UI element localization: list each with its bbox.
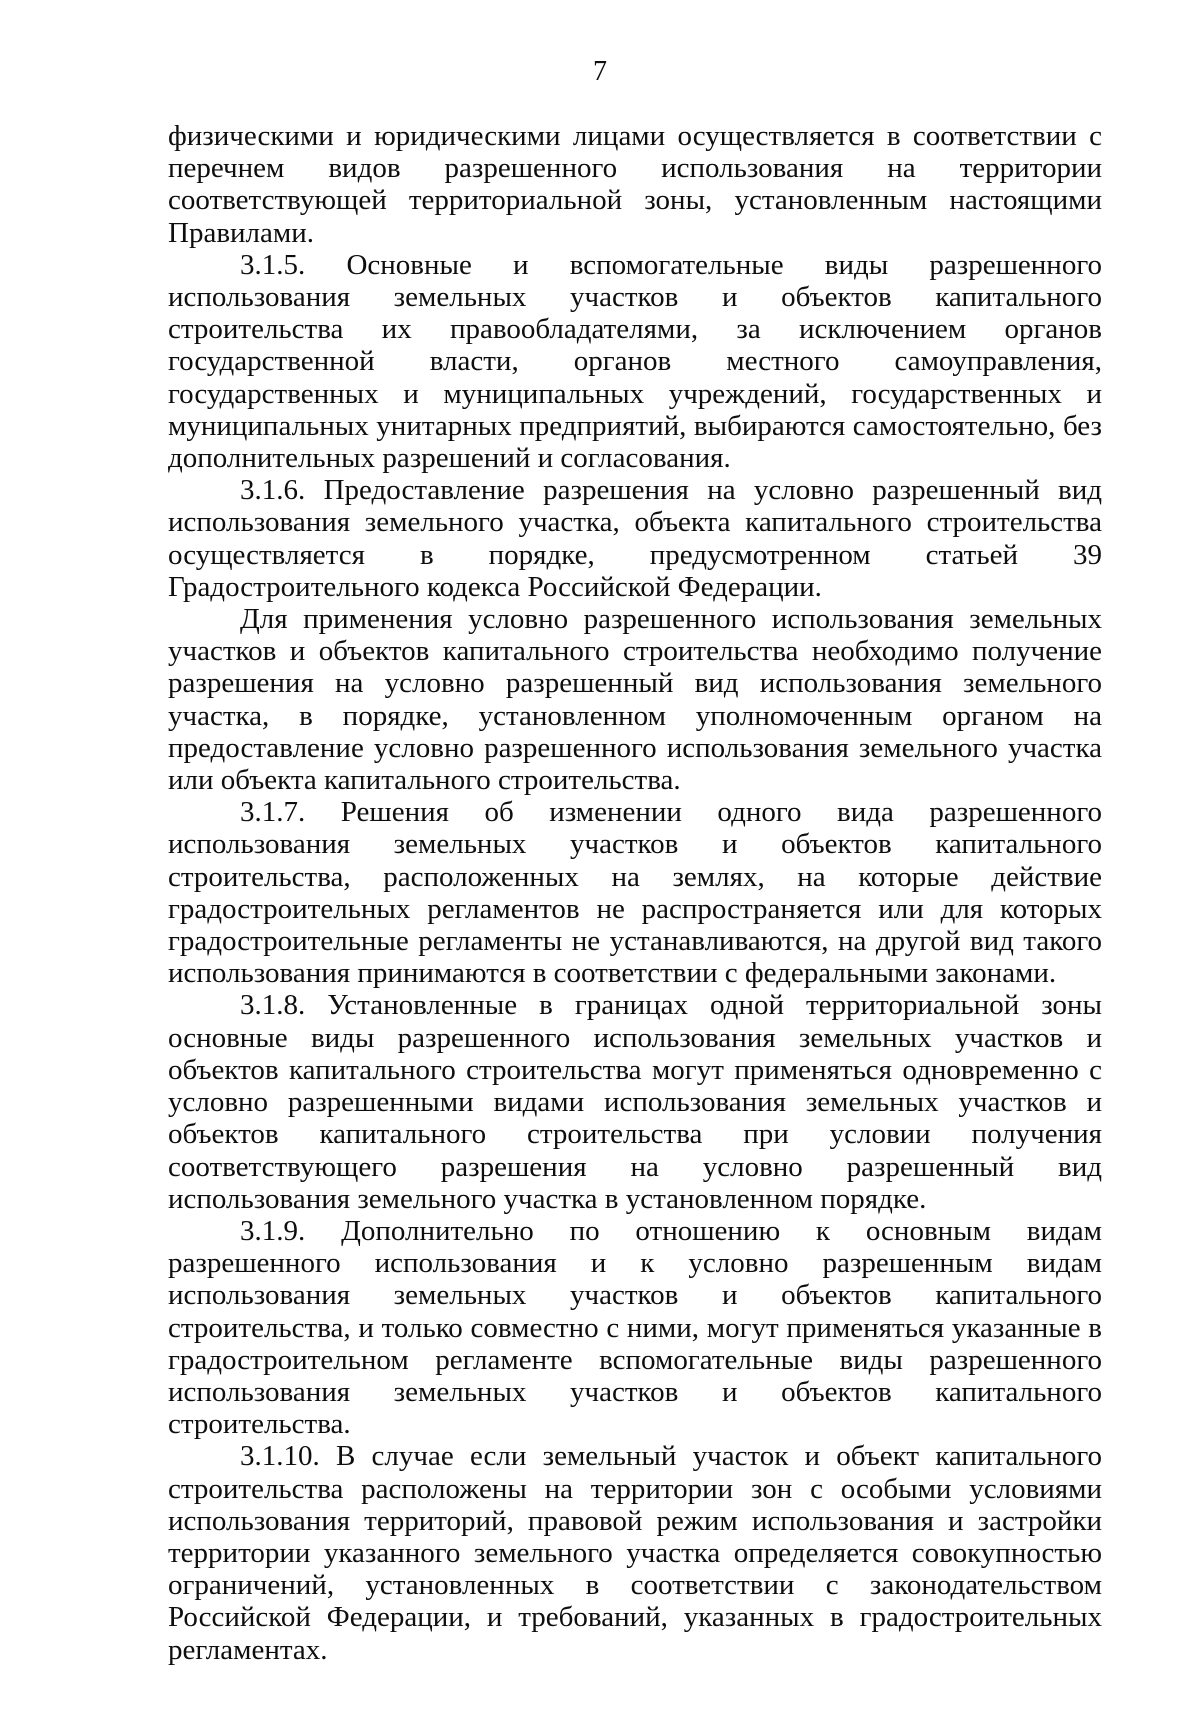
clause-text: Решения об изменении одного вида разрешенного использования земельных участков и объектов капитального строительства, расположенных на землях, на которые действие градостроительных регламентов не распространяется или для которых градостроительные регламенты не устанавливаются, на другой вид такого использования принимаются в соответствии с федеральными законами. <box>168 796 1102 990</box>
clause-3-1-8 <box>168 989 1102 1214</box>
paragraph-conditional-use <box>168 603 1102 796</box>
clause-number: 3.1.6. <box>240 474 306 507</box>
clause-number: 3.1.8. <box>240 989 306 1022</box>
document-body <box>168 120 1102 1666</box>
paragraph-text: Для применения условно разрешенного использования земельных участков и объектов капитального строительства необходимо получение разрешения на условно разрешенный вид использования земельного участка, в порядке, установленном уполномоченным органом на предоставление условно разрешенного использования земельного участка или объекта капитального строительства. <box>168 603 1102 797</box>
clause-text: Дополнительно по отношению к основным видам разрешенного использования и к условно разрешенным видам использования земельных участков и объектов капитального строительства, и только совместно с ними, могут применяться указанные в градостроительном регламенте вспомогательные виды разрешенного использования земельных участков и объектов капитального строительства. <box>168 1214 1102 1441</box>
clause-number: 3.1.10. <box>240 1440 320 1473</box>
clause-text: Предоставление разрешения на условно разрешенный вид использования земельного участка, объекта капитального строительства осуществляется в порядке, предусмотренном статьей 39 Градостроительного кодекса Российской Федерации. <box>168 474 1102 603</box>
clause-text: Установленные в границах одной территориальной зоны основные виды разрешенного использования земельных участков и объектов капитального строительства могут применяться одновременно с условно разрешенными видами использования земельных участков и объектов капитального строительства при условии получения соответствующего разрешения на условно разрешенный вид использования земельного участка в установленном порядке. <box>168 989 1102 1215</box>
page-number: 7 <box>593 56 607 87</box>
clause-3-1-9 <box>168 1215 1102 1440</box>
clause-number: 3.1.5. <box>240 248 306 281</box>
clause-3-1-6 <box>168 474 1102 603</box>
clause-3-1-10 <box>168 1440 1102 1665</box>
clause-number: 3.1.9. <box>240 1214 306 1247</box>
clause-number: 3.1.7. <box>240 796 306 829</box>
clause-text: В случае если земельный участок и объект капитального строительства расположены на территории зон с особыми условиями использования территорий, правовой режим использования и застройки территории указанного земельного участка определяется совокупностью ограничений, установленных в соответствии с законодательством Российской Федерации, и требований, указанных в градостроительных регламентах. <box>168 1440 1103 1666</box>
clause-3-1-7 <box>168 796 1102 989</box>
clause-3-1-5 <box>168 249 1102 474</box>
paragraph-text: физическими и юридическими лицами осуществляется в соответствии с перечнем видов разрешенного использования на территории соответствующей территориальной зоны, установленным настоящими Правилами. <box>168 120 1102 249</box>
clause-text: Основные и вспомогательные виды разрешенного использования земельных участков и объектов капитального строительства их правообладателями, за исключением органов государственной власти, органов местного самоуправления, государственных и муниципальных учреждений, государственных и муниципальных унитарных предприятий, выбираются самостоятельно, без дополнительных разрешений и согласования. <box>168 248 1102 475</box>
paragraph-continuation <box>168 120 1102 249</box>
